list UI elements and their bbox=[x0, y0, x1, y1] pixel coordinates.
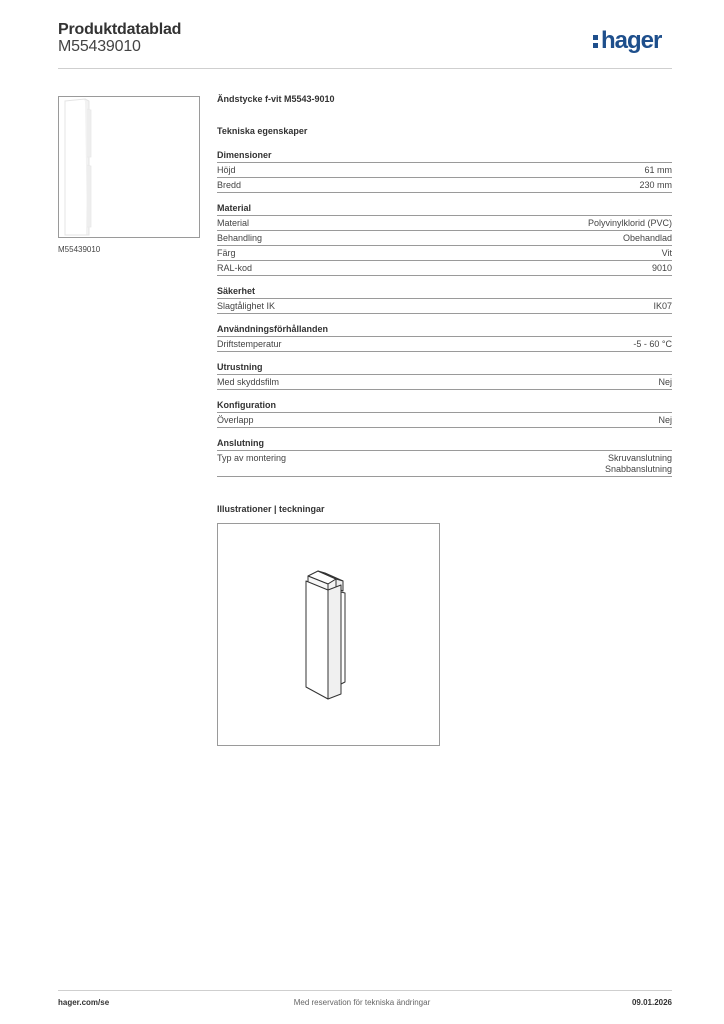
spec-label: Slagtålighet IK bbox=[217, 301, 276, 311]
spec-value-line: Obehandlad bbox=[622, 233, 672, 243]
footer-notice: Med reservation för tekniska ändringar bbox=[293, 998, 431, 1007]
spec-row bbox=[217, 246, 672, 261]
footer-date: 09.01.2026 bbox=[631, 998, 672, 1007]
spec-value bbox=[605, 453, 672, 475]
spec-section bbox=[217, 438, 672, 477]
end-cap-drawing bbox=[218, 524, 439, 745]
spec-value-line: Nej bbox=[658, 377, 672, 387]
spec-value-line: Polyvinylklorid (PVC) bbox=[587, 218, 672, 228]
spec-section bbox=[217, 324, 672, 352]
spec-row bbox=[217, 231, 672, 246]
logo-text: hager bbox=[601, 27, 662, 54]
product-thumbnail-image bbox=[59, 97, 199, 237]
spec-value-line: 230 mm bbox=[639, 180, 672, 190]
product-thumbnail bbox=[58, 96, 200, 238]
product-number: M55439010 bbox=[58, 38, 141, 55]
spec-row bbox=[217, 337, 672, 352]
section-title: Material bbox=[217, 203, 672, 216]
spec-value-line: 9010 bbox=[651, 263, 672, 273]
spec-value bbox=[644, 165, 672, 176]
header-divider bbox=[58, 68, 672, 69]
section-title: Konfiguration bbox=[217, 400, 672, 413]
spec-row bbox=[217, 261, 672, 276]
spec-value bbox=[633, 339, 672, 350]
spec-row bbox=[217, 216, 672, 231]
spec-row bbox=[217, 299, 672, 314]
spec-value-line: -5 - 60 °C bbox=[633, 339, 672, 349]
spec-row bbox=[217, 413, 672, 428]
technical-drawing bbox=[217, 523, 440, 746]
spec-section bbox=[217, 400, 672, 428]
spec-label: Bredd bbox=[217, 180, 242, 190]
section-title: Anslutning bbox=[217, 438, 672, 451]
spec-row bbox=[217, 451, 672, 477]
spec-value-line: 61 mm bbox=[644, 165, 672, 175]
spec-label: Färg bbox=[217, 248, 236, 258]
logo-dots-icon bbox=[593, 33, 599, 47]
spec-value-line: Skruvanslutning bbox=[607, 453, 672, 463]
product-name: Ändstycke f-vit M5543-9010 bbox=[217, 94, 335, 104]
spec-value-line: IK07 bbox=[653, 301, 672, 311]
spec-label: Med skyddsfilm bbox=[217, 377, 280, 387]
spec-label: Överlapp bbox=[217, 415, 254, 425]
spec-label: Höjd bbox=[217, 165, 236, 175]
spec-label: Typ av montering bbox=[217, 453, 287, 463]
spec-content bbox=[217, 94, 672, 487]
spec-value bbox=[658, 377, 672, 388]
spec-section bbox=[217, 286, 672, 314]
spec-label: Material bbox=[217, 218, 250, 228]
spec-section bbox=[217, 150, 672, 193]
page-title: Produktdatablad bbox=[58, 21, 182, 38]
thumbnail-caption: M55439010 bbox=[58, 245, 101, 254]
section-title: Användningsförhållanden bbox=[217, 324, 672, 337]
spec-value bbox=[588, 218, 672, 229]
spec-value bbox=[662, 248, 672, 259]
spec-value-line: Snabbanslutning bbox=[604, 464, 672, 474]
spec-section bbox=[217, 203, 672, 276]
spec-value-line: Vit bbox=[661, 248, 672, 258]
spec-value bbox=[653, 301, 672, 312]
footer-website-link[interactable]: hager.com/se bbox=[58, 998, 110, 1007]
spec-row bbox=[217, 375, 672, 390]
spec-value bbox=[658, 415, 672, 426]
specs-heading: Tekniska egenskaper bbox=[217, 126, 308, 136]
illustrations-heading: Illustrationer | teckningar bbox=[217, 504, 325, 514]
spec-label: RAL-kod bbox=[217, 263, 253, 273]
spec-row bbox=[217, 178, 672, 193]
hager-logo bbox=[593, 27, 661, 55]
spec-section bbox=[217, 362, 672, 390]
spec-value-line: Nej bbox=[658, 415, 672, 425]
spec-value bbox=[652, 263, 672, 274]
spec-label: Behandling bbox=[217, 233, 263, 243]
spec-label: Driftstemperatur bbox=[217, 339, 282, 349]
section-title: Utrustning bbox=[217, 362, 672, 375]
section-title: Dimensioner bbox=[217, 150, 672, 163]
spec-value bbox=[623, 233, 672, 244]
section-title: Säkerhet bbox=[217, 286, 672, 299]
spec-sections bbox=[217, 150, 672, 477]
spec-row bbox=[217, 163, 672, 178]
footer-divider bbox=[58, 990, 672, 991]
spec-value bbox=[639, 180, 672, 191]
